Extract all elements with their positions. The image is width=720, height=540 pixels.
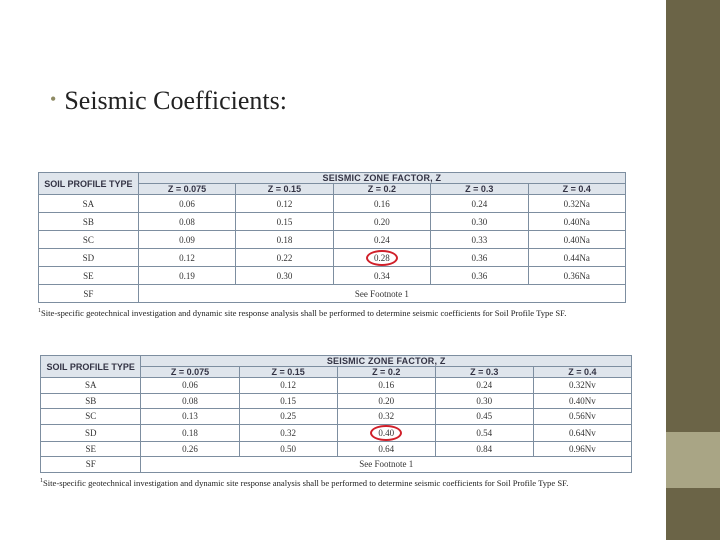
zone-header: Z = 0.2 [333,184,430,195]
table-cell: 0.36Na [528,267,625,285]
profile-label: SE [41,441,141,457]
table-cell: 0.18 [141,424,239,441]
table-cell: 0.24 [333,231,430,249]
highlighted-cell [337,424,435,441]
zone-factor-header: SEISMIC ZONE FACTOR, Z [138,173,625,184]
table-cell: 0.84 [435,441,533,457]
profile-label: SA [39,195,139,213]
table-ca-coefficients [38,172,626,330]
footnote-text: Site-specific geotechnical investigation and dynamic site response analysis shall be performed to determine seismic coefficients for Soil Profile Type SF. [41,308,567,318]
table-cell: 0.33 [431,231,528,249]
table-cell: 0.34 [333,267,430,285]
zone-header: Z = 0.4 [528,184,625,195]
table-row [39,249,626,267]
table-row [39,231,626,249]
table-row [39,195,626,213]
table-cell: 0.54 [435,424,533,441]
table-cell: 0.06 [141,378,239,394]
table-cell: 0.16 [333,195,430,213]
table-row [41,409,632,425]
zone-header: Z = 0.3 [431,184,528,195]
profile-label: SC [39,231,139,249]
highlighted-cell [333,249,430,267]
table-cell: 0.08 [138,213,235,231]
table-row [41,424,632,441]
zone-header: Z = 0.2 [337,367,435,378]
highlight-circle: 0.28 [366,250,398,266]
zone-header: Z = 0.15 [236,184,333,195]
table-footnote: $^1$Site-specific geotechnical investigation and dynamic site response analysis shall be performed to determine seismic coefficients for Soil Profile Type SF. [40,477,569,488]
profile-label: SF [41,457,141,473]
zone-factor-header: SEISMIC ZONE FACTOR, Z [141,356,632,367]
table-cell: 0.64 [337,441,435,457]
footnote-reference: See Footnote 1 [138,285,625,303]
table-row [41,393,632,409]
table-cell: 0.36 [431,249,528,267]
bullet-icon: • [50,89,57,109]
coefficient-table [38,172,626,303]
table-cell: 0.26 [141,441,239,457]
table-cell: 0.12 [239,378,337,394]
table-cell: 0.22 [236,249,333,267]
table-cell: 0.20 [337,393,435,409]
coefficient-table [40,355,632,473]
table-cell: 0.24 [435,378,533,394]
table-cell: 0.24 [431,195,528,213]
table-row [39,285,626,303]
table-cell: 0.30 [435,393,533,409]
table-cell: 0.15 [239,393,337,409]
table-cell: 0.32 [337,409,435,425]
profile-label: SD [39,249,139,267]
table-cell: 0.56Nv [533,409,631,425]
table-cell: 0.40Na [528,231,625,249]
profile-type-header: SOIL PROFILE TYPE [39,173,139,195]
table-cell: 0.12 [138,249,235,267]
table-cell: 0.45 [435,409,533,425]
table-cell: 0.40Nv [533,393,631,409]
table-cell: 0.09 [138,231,235,249]
table-cell: 0.50 [239,441,337,457]
slide-title-text: Seismic Coefficients: [64,86,287,115]
table-cell: 0.18 [236,231,333,249]
table-cell: 0.15 [236,213,333,231]
table-cell: 0.30 [236,267,333,285]
footnote-text: Site-specific geotechnical investigation and dynamic site response analysis shall be performed to determine seismic coefficients for Soil Profile Type SF. [43,477,569,488]
table-cell: 0.19 [138,267,235,285]
slide-sidebar-accent [666,432,720,488]
table-cell: 0.16 [337,378,435,394]
slide-title [50,86,287,116]
profile-label: SC [41,409,141,425]
table-cell: 0.12 [236,195,333,213]
table-cell: 0.32 [239,424,337,441]
profile-label: SE [39,267,139,285]
profile-label: SA [41,378,141,394]
table-cv-coefficients [40,355,632,495]
table-cell: 0.30 [431,213,528,231]
table-cell: 0.96Nv [533,441,631,457]
table-cell: 0.06 [138,195,235,213]
table-row [41,457,632,473]
zone-header: Z = 0.15 [239,367,337,378]
table-cell: 0.40Na [528,213,625,231]
table-cell: 0.32Nv [533,378,631,394]
table-cell: 0.08 [141,393,239,409]
table-footnote: $^1$Site-specific geotechnical investigation and dynamic site response analysis shall be performed to determine seismic coefficients for Soil Profile Type SF. [38,308,567,318]
table-cell: 0.32Na [528,195,625,213]
table-row [39,213,626,231]
profile-label: SB [41,393,141,409]
table-cell: 0.20 [333,213,430,231]
table-row [39,267,626,285]
profile-label: SB [39,213,139,231]
table-row [41,441,632,457]
table-cell: 0.25 [239,409,337,425]
table-cell: 0.64Nv [533,424,631,441]
highlight-circle: 0.40 [370,425,402,441]
footnote-reference: See Footnote 1 [141,457,632,473]
zone-header: Z = 0.4 [533,367,631,378]
table-cell: 0.13 [141,409,239,425]
profile-type-header: SOIL PROFILE TYPE [41,356,141,378]
zone-header: Z = 0.075 [138,184,235,195]
zone-header: Z = 0.075 [141,367,239,378]
zone-header: Z = 0.3 [435,367,533,378]
table-cell: 0.36 [431,267,528,285]
table-cell: 0.44Na [528,249,625,267]
profile-label: SD [41,424,141,441]
table-row [41,378,632,394]
profile-label: SF [39,285,139,303]
